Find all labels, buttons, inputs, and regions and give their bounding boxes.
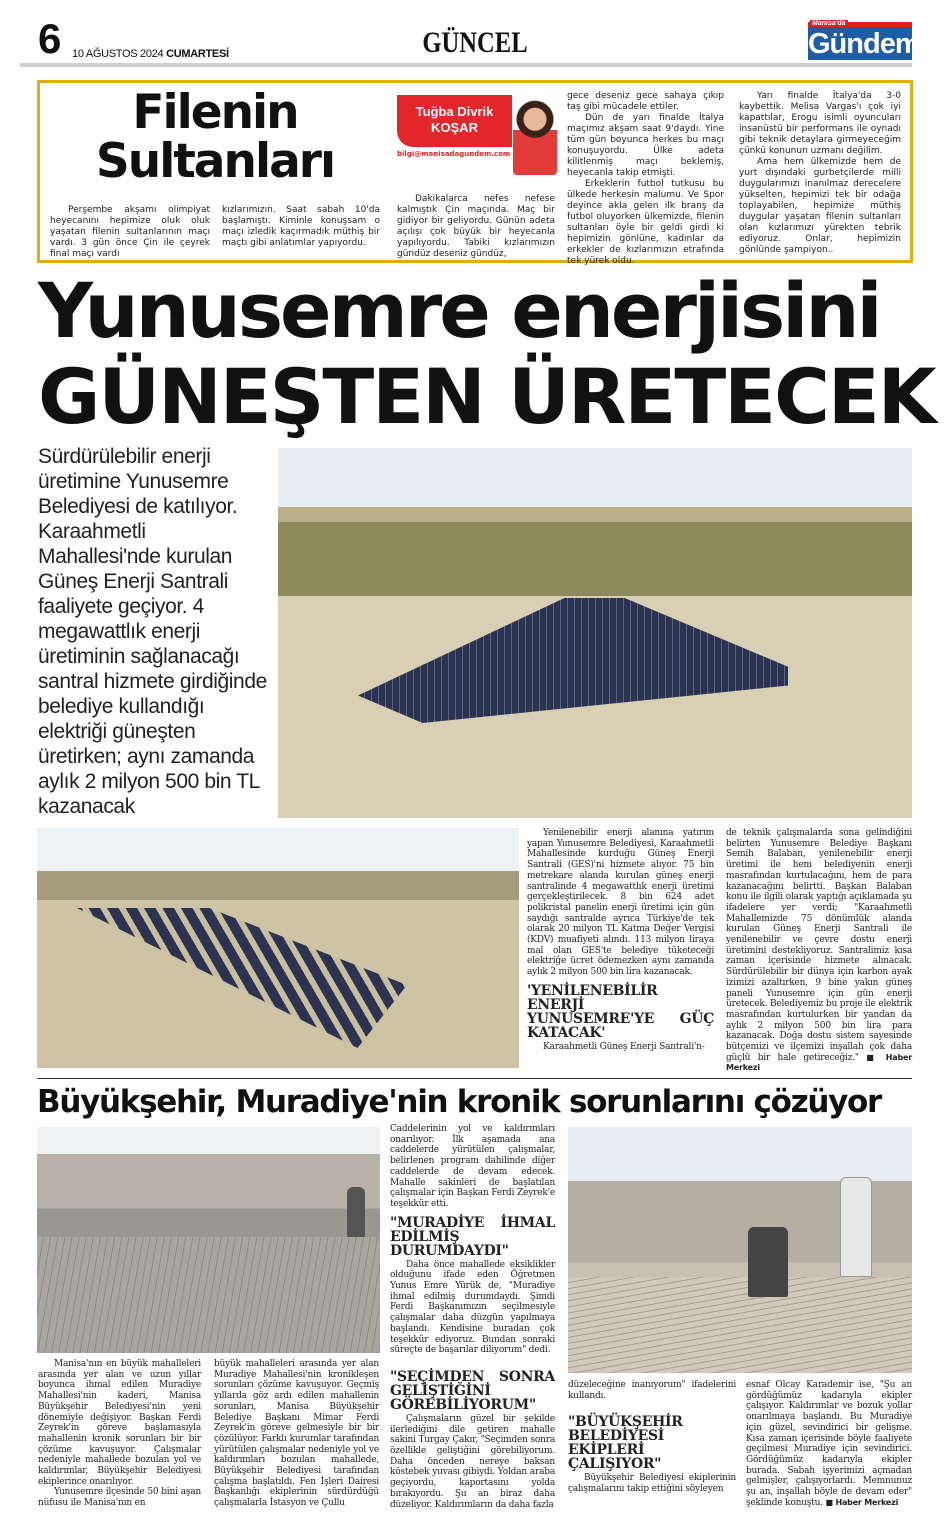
paving-stones — [568, 1277, 912, 1373]
section-rule — [37, 1078, 912, 1079]
date-text: 10 AĞUSTOS 2024 — [72, 48, 164, 60]
paragraph: Perşembe akşamı olimpiyat heyecanını hepimize oluk oluk yaşatan filenin sultanlarının maçı vardı. 3 gün önce Çin ile çeyrek final maçı vardı — [50, 205, 210, 259]
paragraph: Büyükşehir Belediyesi ekiplerinin çalışmalarını takip ettiğini söyleyen — [568, 1473, 736, 1495]
story1-col1 — [527, 828, 714, 1053]
paragraph: Dün de yarı finalde İtalya maçımız akşam saat 9'daydı. Yine tüm gün boyunca herkes bu maçı konuşuyordu. Ülke adeta kilitlenmiş maçı beklemiş, heyecanla takip etmişti. — [567, 113, 724, 178]
street-photo — [37, 1127, 380, 1353]
paragraph: kızlarımızın. Saat sabah 10'da başlamıştı. Kiminle konuşsam o maçı izledik kaçırmadık müthiş bir maçtı gibi anlatımlar yapıyordu. — [222, 205, 380, 248]
paragraph — [746, 1380, 912, 1508]
story2-col2 — [214, 1359, 379, 1509]
logo-text: Gündem — [808, 28, 920, 60]
solar-plant-aerial-photo — [278, 448, 912, 818]
paragraph: Dakikalarca nefes nefese kalmıştık Çin maçında. Maç bir gidiyor bir geliyordu. Günün adeta açılışı çok büyük bir heyecanla yapılıyordu. Tabiki kızlarımızın gündüz deseniz gündüz, — [397, 194, 555, 259]
headline-line: Yunusemre enerjisini — [38, 266, 880, 355]
paragraph: Ama hem ülkemizde hem de yurt dışındaki gurbetçilerde milli duygularımızı inanılmaz derecelere yükselten, hepimizi tek bir odağa toplayabilen, hepimize müthiş duygular yaşatan filenin sultanları olan kızlarımızı yürekten tebrik ediyoruz. Onlar, hepimizin gönlünde şampiyon.. — [739, 157, 901, 255]
section-title: GÜNCEL — [422, 26, 528, 59]
paragraph: düzeleceğine inanıyorum" ifadelerini kullandı. — [568, 1380, 736, 1401]
worker — [748, 1227, 788, 1297]
workers-photo — [568, 1127, 912, 1373]
column-text-1 — [50, 205, 210, 260]
paragraph-text: esnaf Olcay Karademir ise, "Şu an gördüğümüz kadarıyla ekipler çalışıyor. Kaldırımlar ve bozuk yollar onarılmaya başlandı. Bu Muradiye için güzel, sevindirici bir gelişme. Kısa zaman içerisinde böyle faaliyete geçilmesi Muradiye için sevindirici. Gördüğümüz kadarıyla ekipler burada. Sabah işyerimizi açmadan gelmişler, çalışıyorlardı. Memnunuz şu an, inşallah böyle de devam eder" şeklinde konuştu. — [746, 1380, 912, 1508]
lead-paragraph: Sürdürülebilir enerji üretimine Yunusemre Belediyesi de katılıyor. Karaahmetli Mahallesi'nde kurulan Güneş Enerji Santrali faaliyete geçiyor. 4 megawattlık enerji üretiminin sağlanacağı santral hizmete girdiğinde belediye kullandığı elektriği güneşten üretirken; aynı zamanda aylık 2 milyon 500 bin TL kazanacak — [38, 445, 267, 818]
worker — [347, 1187, 365, 1237]
column-title-line: Filenin — [132, 85, 298, 140]
paragraph: Yarı finalde İtalya'da 3-0 kaybettik. Melisa Vargas'ı çok iyi kapattılar, Erogu isimli oyuncuları insanüstü bir performans ile oynadı gibi teknik detaylara girmeyeceğim çünkü konunun uzmanı değilim. — [739, 91, 901, 156]
newspaper-logo — [808, 20, 920, 60]
column-text-5 — [739, 91, 901, 256]
paragraph: gece deseniz gece sahaya çıkıp taş gibi mücadele ettiler. — [567, 91, 724, 112]
main-headline — [38, 266, 935, 441]
subheading: "MURADİYE İHMAL EDİLMİŞ DURUMDAYDI" — [390, 1214, 555, 1259]
byline: ■ Haber Merkezi — [825, 1497, 899, 1507]
author-first-name: Tuğba Divrik — [415, 104, 494, 119]
day-text: CUMARTESİ — [166, 48, 229, 60]
paragraph: Karaahmetli Güneş Enerji Santrali'n- — [543, 1041, 705, 1052]
paragraph: Caddelerinin yol ve kaldırımları onarılıyor. İlk aşamada ana caddelerde yürütülen çalışmalar, belirlenen program dahilinde diğer caddelerde de devam edecek. Mahalle sakinleri de başlatılan çalışmalar için Başkan Ferdi Zeyrek'e teşekkür etti. — [390, 1124, 555, 1209]
column-title — [60, 85, 370, 189]
story2-col1 — [38, 1359, 201, 1509]
byline: ■ Haber Merkezi — [726, 1052, 912, 1073]
story2-col4 — [568, 1380, 736, 1495]
page-number: 6 — [38, 15, 62, 62]
second-headline: Büyükşehir, Muradiye'nin kronik sorunlarını çözüyor — [37, 1084, 881, 1120]
paragraph-text: de teknik çalışmalarda sona gelindiğini belirten Yunusemre Belediye Başkanı Semih Balaban, yenilenebilir enerji üretimi ile hem belediyenin enerji masrafından kurtulacağını, hem de para kazanacağını belirtti. Başkan Balaban konu ile ilgili olarak yaptığı açıklamada şu ifadelere yer verdi; "Karaahmetli Mahallemizde 75 dönümlük alanda kurulan Güneş Enerji Santrali ile yenilenebilir ve çevre dostu enerji üretimini destekliyoruz. Santralimiz kısa zaman içerisinde hizmete alınacak. Sürdürülebilir bir dünya için karbon ayak izimizi azaltırken, 9 bine yakın güneş paneli Yunusemre için gün enerji üretecek. Belediyemiz bu proje ile elektrik masrafından kurtulurken bir yandan da aylık 2 milyon 500 bin lira para kazanacak. Doğa dostu sistem sayesinde bütçemizi ve ilçemizi inşallah çok daha güçlü bir hale getireceğiz." — [726, 828, 912, 1063]
paragraph: Daha önce mahallede eksiklikler olduğunu ifade eden Öğretmen Yunus Emre Yürük de, "Muradiye ihmal edilmiş durumdaydı. Şimdi Ferdi Başkanımızın seçilmesiyle çalışmalar daha düzgün yapılmaya başlandı. Kendisine buradan çok teşekkür ediyoruz. Bundan sonraki süreçte de başarılar diliyorum" dedi. — [390, 1259, 555, 1356]
worker — [840, 1177, 872, 1277]
author-photo — [513, 93, 557, 175]
header-rule — [20, 63, 912, 67]
paragraph: Yenilenebilir enerji alanına yatırım yapan Yunusemre Belediyesi, Karaahmetli Mahallesinde kurduğu Güneş Enerji Santrali (GES)'ni hizmete alıyor. 75 bin metrekare alanda kurulan güneş enerji santralinde 4 megawattlık enerji üretimi gerçekleştirilecek. 8 bin 624 adet polikristal panelin enerji üretimi için gün saydığı santralde ayrıca Türkiye'de tek olarak 20 milyon TL Katma Değer Vergisi (KDV) muafiyeti alındı. 113 milyon liraya mal olan GES'te belediye tüketeceği elektriğe ücret ödemezken aynı zamanda aylık 2 milyon 500 bin lira kazanacak. — [527, 828, 714, 978]
story2-col3 — [390, 1124, 555, 1510]
story1-col2 — [726, 828, 912, 1074]
column-text-2 — [222, 205, 380, 249]
solar-plant-side-photo — [37, 828, 519, 1068]
subheading: "BÜYÜKŞEHİR BELEDİYESİ EKİPLERİ ÇALIŞIYOR" — [568, 1414, 683, 1473]
sidewalk — [37, 1237, 380, 1353]
column-text-3 — [397, 194, 555, 260]
headline-line: GÜNEŞTEN ÜRETECEK — [38, 352, 935, 441]
subheading: "SEÇİMDEN SONRA GELİŞTİĞİNİ GÖREBİLİYORUM" — [390, 1368, 555, 1413]
logo-small: Manisa'da — [812, 20, 846, 27]
paragraph: Yunusemre ilçesinde 50 bini aşan nüfusu ile Manisa'nın en — [38, 1487, 201, 1509]
author-email[interactable]: bilgi@manisadagundem.com — [397, 150, 511, 158]
paragraph: Erkeklerin futbol tutkusu bu ülkede herkesin malumu. Ve Spor deyince akla gelen ilk branş da futbol oluyorken ülkemizde, filenin sultanları öyle bir geldi girdi ki hepimizin gönlüne, kadınlar da erkekler de kızlarımızın etrafında tek yürek oldu. — [567, 179, 724, 266]
author-last-name: KOŞAR — [431, 120, 478, 135]
paragraph: büyük mahalleleri arasında yer alan Muradiye Mahallesi'nin kronikleşen sorunları çözüme kavuşuyor. Geçmiş yıllarda göz ardı edilen mahallenin sorunları, Manisa Büyükşehir Belediye Başkanı Mimar Ferdi Zeyrek'in göreve gelmesiyle bir bir çözülüyor. Farklı kurumlar tarafından yürütülen çalışmalar nedeniyle yol ve kaldırımları bozulan mahallede, Büyükşehir Belediyesi tarafından çalışma başlatıldı. Fen İşleri Dairesi Başkanlığı ekiplerinin sürdürdüğü çalışmalarla İstasyon ve Çullu — [214, 1359, 379, 1509]
paragraph — [726, 828, 912, 1074]
column-title-line: Sultanları — [95, 134, 335, 189]
paragraph: Manisa'nın en büyük mahalleleri arasında yer alan ve uzun yıllar boyunca ihmal edilen Muradiye Mahallesi'nin kaderi, Manisa Büyükşehir Belediyesi'nin yeni dönemiyle değişiyor. Başkan Ferdi Zeyrek'in göreve başlamasıyla mahallenin kronik sorunları bir bir çözüme kavuşuyor. Çalışmalar nedeniyle mahallede bozulan yol ve kaldırımlar, Büyükşehir Belediyesi ekiplerince onarılıyor. — [38, 1359, 201, 1487]
author-badge — [397, 95, 512, 147]
solar-panels — [358, 598, 788, 723]
subheading: 'YENİLENEBİLİR ENERJİ YUNUSEMRE'YE GÜÇ KATACAK' — [527, 982, 714, 1041]
solar-panels — [77, 908, 407, 1048]
column-text-4 — [567, 91, 724, 267]
paragraph: Çalışmaların güzel bir şekilde ilerlediğini dile getiren mahalle sakini Turgay Çakır, "Seçimden sonra özellikle geliştiğini görebiliyorum. Daha önceden nereye baksan köstebek yuvası gibiydi. Yoldan araba geçiyordu, kaportasını yolda bırakıyordu. Şu an biraz daha düzeliyor. Kaldırımların da daha fazla — [390, 1413, 555, 1510]
story2-col5 — [746, 1380, 912, 1508]
